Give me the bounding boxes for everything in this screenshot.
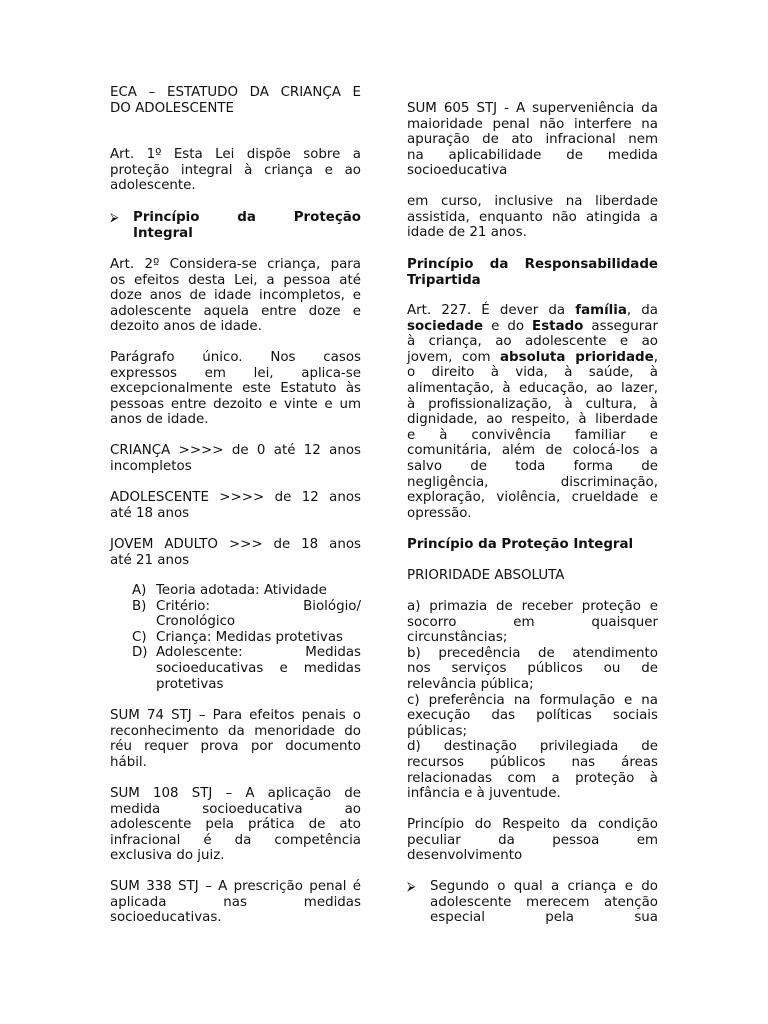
segundo-bullet: ⮚ Segundo o qual a criança e do adolescente merecem atenção especial pela sua bbox=[407, 879, 658, 926]
heading-responsabilidade-tripartida: Princípio da Responsabilidade Tripartida bbox=[407, 257, 658, 288]
list-item: A) Teoria adotada: Atividade bbox=[132, 583, 327, 598]
sum-74-paragraph: SUM 74 STJ – Para efeitos penais o reconhecimento da menoridade do réu requer prova por documento hábil. bbox=[110, 708, 361, 770]
arrow-bullet-icon: ⮚ bbox=[110, 210, 119, 224]
list-item: D) Adolescente: Medidas socioeducativas e medidas protetivas bbox=[132, 645, 361, 692]
sum-108-paragraph: SUM 108 STJ – A aplicação de medida socioeducativa ao adolescente pela prática de ato infracional é da competência exclusiva do juiz. bbox=[110, 786, 361, 864]
prioridade-absoluta-label: PRIORIDADE ABSOLUTA bbox=[407, 568, 565, 583]
paragrafo-unico: Parágrafo único. Nos casos expressos em lei, aplica-se excepcionalmente este Estatuto às pessoas entre dezoito e vinte e um anos de idade. bbox=[110, 350, 361, 428]
ordered-list bbox=[110, 583, 361, 692]
list-item: B) Critério: Biológio/ Cronológico bbox=[132, 598, 361, 630]
respeito-condicao-paragraph: Princípio do Respeito da condição peculiar da pessoa em desenvolvimento bbox=[407, 817, 658, 864]
sum-605-paragraph: SUM 605 STJ - A superveniência da maioridade penal não interfere na apuração de ato infracional nem na aplicabilidade de medida socioeducativa bbox=[407, 101, 658, 179]
adolescente-definition: ADOLESCENTE >>>> de 12 anos até 18 anos bbox=[110, 490, 361, 521]
heading-protecao-integral: ⮚ Princípio da Proteção Integral bbox=[110, 210, 361, 241]
jovem-adulto-definition: JOVEM ADULTO >>> de 18 anos até 21 anos bbox=[110, 537, 361, 568]
em-curso-paragraph: em curso, inclusive na liberdade assistida, enquanto não atingida a idade de 21 anos. bbox=[407, 194, 658, 241]
heading-protecao-integral-2: Princípio da Proteção Integral bbox=[407, 537, 634, 552]
art-1-paragraph: Art. 1º Esta Lei dispõe sobre a proteção integral à criança e ao adolescente. bbox=[110, 147, 361, 194]
art-2-paragraph: Art. 2º Considera-se criança, para os efeitos desta Lei, a pessoa até doze anos de idade incompletos, e adolescente aquela entre doze e dezoito anos de idade. bbox=[110, 257, 361, 335]
list-item: C) Criança: Medidas protetivas bbox=[132, 629, 344, 645]
prioridade-items: a) primazia de receber proteção e socorro em quaisquer circunstâncias; b) precedência de atendimento nos serviços públicos ou de relevância pública; c) preferência na formulação e na execução das políticas sociais públicas; d) destinação privilegiada de recursos públicos nas áreas relacionadas com a proteção à infância e à juventude. bbox=[407, 599, 658, 802]
arrow-bullet-icon: ⮚ bbox=[407, 879, 416, 893]
art-227-paragraph: Art. 227. É dever da família, da sociedade e do Estado assegurar à criança, ao adolescente e ao jovem, com absoluta prioridade, o direito à vida, à saúde, à alimentação, à educação, ao lazer, à profissionalização, à cultura, à dignidade, ao respeito, à liberdade e à convivência familiar e comunitária, além de colocá-los a salvo de toda forma de negligência, discriminação, exploração, violência, crueldade e opressão. bbox=[407, 303, 659, 521]
document-title: ECA – ESTATUDO DA CRIANÇA E DO ADOLESCENTE bbox=[110, 85, 361, 116]
sum-338-paragraph: SUM 338 STJ – A prescrição penal é aplicada nas medidas socioeducativas. bbox=[110, 879, 361, 926]
crianca-definition: CRIANÇA >>>> de 0 até 12 anos incompletos bbox=[110, 443, 361, 474]
